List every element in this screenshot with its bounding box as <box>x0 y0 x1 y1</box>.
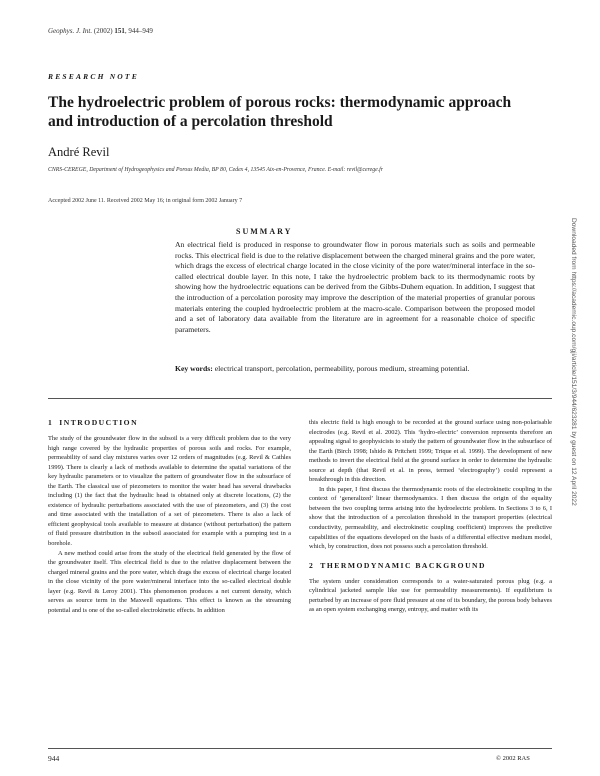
paragraph: The study of the groundwater flow in the subsoil is a very difficult problem due to the very high range covered by the hydraulic properties of porous soils and rocks. For example, permeability of sand clay mixtures varies over 12 orders of magnitudes (e.g. Revil & Cathles 1999). There is clearly a lack of methods available to determine the spatial variations of the key hydraulic parameters or to visualize the pattern of groundwater flow in the subsurface of the Earth. The classical use of piezometers to monitor the water head has several drawbacks including (1) the fact that the hydraulic head is obtained only at discrete locations, (2) the existence of hydraulic perturbations associated with the use of piezometers, and (3) the cost and time associated with the installation of a set of piezometers. There is also a lack of efficient geophysical tools available to measure at distance (without perturbation) the pattern of fluid pressure distribution in the subsoil associated for example with a pumping test in a borehole. <box>48 435 291 548</box>
keywords-list: electrical transport, percolation, permeability, porous medium, streaming potential. <box>214 364 470 373</box>
journal-pages: , 944–949 <box>124 27 153 35</box>
manuscript-dates: Accepted 2002 June 11. Received 2002 May 16; in original form 2002 January 7 <box>48 198 243 204</box>
page-number: 944 <box>48 754 60 763</box>
section-heading-thermodynamic <box>309 561 552 571</box>
right-column <box>309 418 552 615</box>
copyright-notice: © 2002 RAS <box>496 755 530 762</box>
keywords <box>175 364 535 375</box>
paragraph: A new method could arise from the study of the electrical field generated by the flow of the groundwater itself. This electrical field is due to the relative displacement between the charged mineral grains and the pore water, which drags the excess of electrical charge located in the close vicinity of the pore water/mineral interface into the so-called electrical double layer (e.g. Revil & Leroy 2001). This phenomenon produces a net current density, which serves as source term in the Maxwell equations. This effect is known as the streaming potential and is one of the so-called electrokinetic effects. In addition <box>48 549 291 614</box>
section-heading-introduction <box>48 418 291 428</box>
summary-heading: SUMMARY <box>236 227 293 236</box>
journal-year: (2002) <box>93 27 113 35</box>
watermark-text: Downloaded from https://academic.oup.com/gji/article/151/3/944/623281 by guest on 12 April 2022 <box>570 218 577 506</box>
author-name: André Revil <box>48 145 110 159</box>
journal-citation <box>48 27 153 35</box>
left-column <box>48 418 291 615</box>
footer-divider <box>48 748 552 749</box>
section-title: INTRODUCTION <box>59 418 139 427</box>
section-title: THERMODYNAMIC BACKGROUND <box>320 560 487 570</box>
section-number: 1 <box>48 418 54 427</box>
abstract-divider <box>48 398 552 399</box>
keywords-label: Key words: <box>175 364 213 373</box>
journal-volume: 151 <box>114 27 125 35</box>
summary-text: An electrical field is produced in response to groundwater flow in porous materials such as soils and permeable rocks. This electrical field is due to the relative displacement between the charged mineral grains and the pore water, which drags the excess of electrical charge located in the close vicinity of the pore water/mineral interface in the so-called electrical double layer. In this note, I take the hydroelectric problem back to its thermodynamic roots by showing how the hydroelectric equations can be derived from the Gibbs-Duhem equation. In addition, I suggest that the introduction of a percolation porosity may improve the description of the material properties of granular porous materials entering the coupled hydroelectric problem at the macro-scale. Comparison between the proposed model and a set of laboratory data available from the literature are in agreement for a reasonable choice of specific parameters. <box>175 240 535 334</box>
section-label: RESEARCH NOTE <box>48 72 139 81</box>
paper-title: The hydroelectric problem of porous rocks: thermodynamic approach and introduction of a percolation threshold <box>48 94 512 130</box>
author-affiliation: CNRS-CEREGE, Department of Hydrogeophysics and Porous Media, BP 80, Cedex 4, 13545 Aix-en-Provence, France. E-mail: revil@cerege.fr <box>48 167 384 173</box>
paragraph: this electric field is high enough to be recorded at the ground surface using non-polarisable electrodes (e.g. Revil et al. 2002). This ‘hydro-electric’ conversion represents therefore an appealing signal to geophysicists to study the pattern of groundwater flow in the subsurface of the Earth (Birch 1998; Ishido & Pritchett 1999; Trique et al. 1999). The development of new methods to invert the electrical field at the ground surface in order to determine the hydraulic source at depth (that Revil et al. in press, termed ‘electrography’) could represent a breakthrough in this direction. <box>309 419 552 484</box>
paragraph: The system under consideration corresponds to a water-saturated porous plug (e.g. a cylindrical jacketed sample like use for permeability measurements). If equilibrium is perturbed by an increase of pore fluid pressure at one of its boundary, the porous body behaves as an open system exchanging energy, entropy, and matter with its <box>309 577 552 614</box>
download-watermark <box>568 218 577 608</box>
journal-name: Geophys. J. Int. <box>48 27 93 35</box>
section-number: 2 <box>309 560 315 570</box>
paragraph: In this paper, I first discuss the thermodynamic roots of the electrokinetic coupling in the context of ‘generalized’ linear thermodynamics. I then discuss the origin of the equality between the two coupling terms arising into the hydroelectric problem. In Sections 3 to 6, I show that the introduction of a percolation threshold in the transport properties (electrical conductivity, permeability, and electrokinetic coupling coefficient) improves the predictive capabilities of the equations developed on the basis of a differential effective medium model, which, by construction, does not possess such a percolation threshold. <box>309 485 552 551</box>
